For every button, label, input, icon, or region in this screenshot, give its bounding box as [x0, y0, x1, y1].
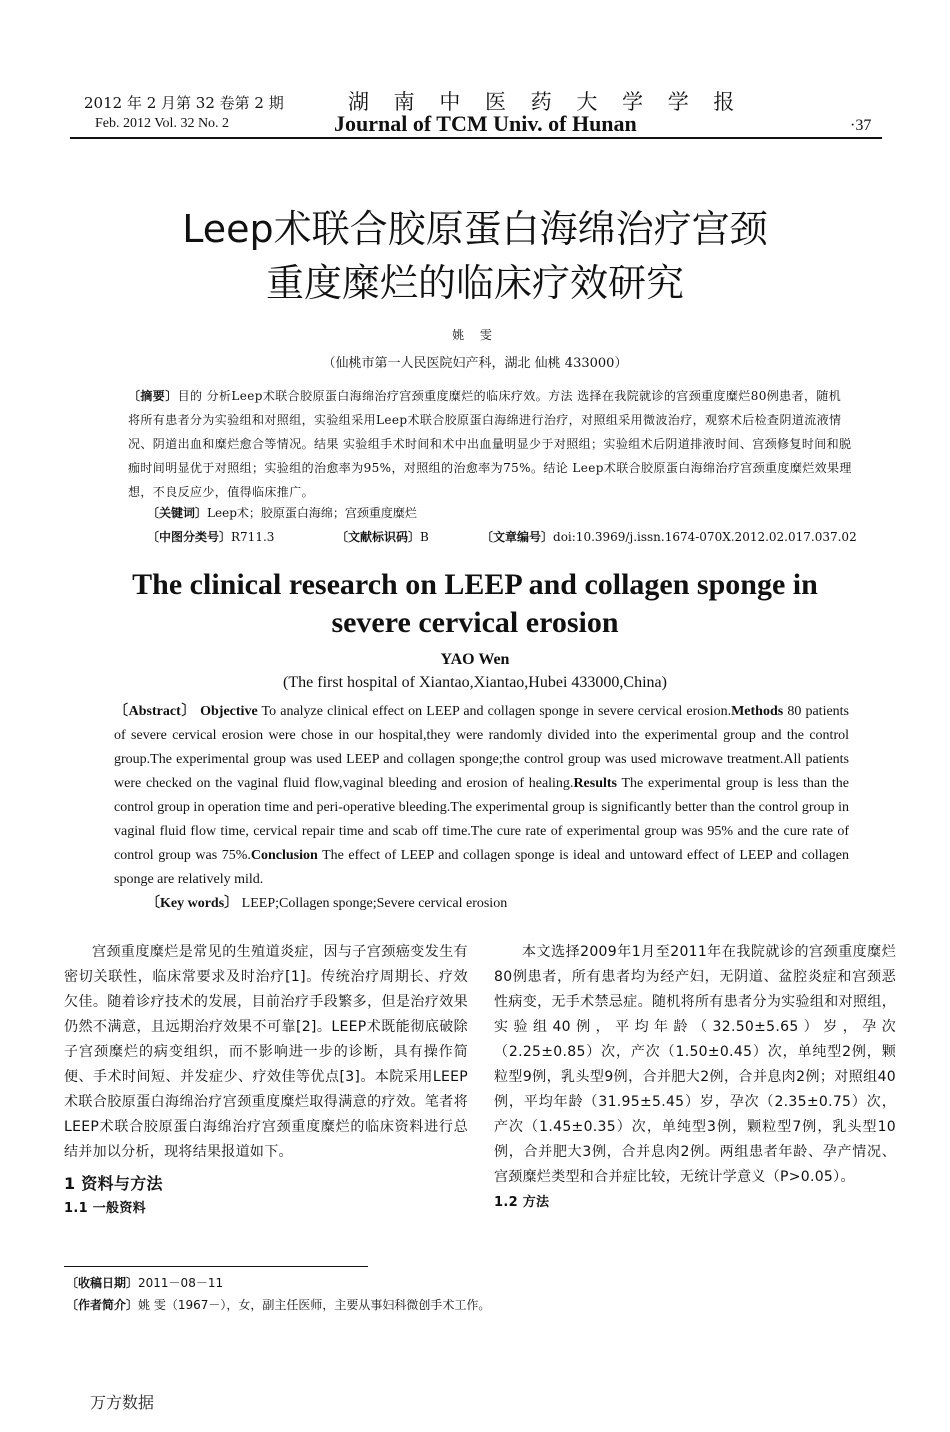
- abstract-en: [114, 700, 849, 892]
- body-right-column: [494, 940, 896, 1215]
- clc-value: R711.3: [231, 530, 275, 544]
- keywords-cn-text: Leep术；胶原蛋白海绵；宫颈重度糜烂: [207, 506, 417, 520]
- keywords-cn: [147, 504, 417, 521]
- abstract-cn-text: 目的 分析Leep术联合胶原蛋白海绵治疗宫颈重度糜烂的临床疗效。方法 选择在我院就诊的宫颈重度糜烂80例患者，随机将所有患者分为实验组和对照组，实验组采用Leep术联合胶原蛋白海绵进行治疗，对照组采用微波治疗，观察术后检查阴道流液情况、阴道出血和糜烂愈合等情况。结果 实验组手术时间和术中出血量明显少于对照组；实验组术后阴道排液时间、宫颈修复时间和脱痂时间明显优于对照组；实验组的治愈率为95%，对照组的治愈率为75%。结论 Leep术联合胶原蛋白海绵治疗宫颈重度糜烂效果理想，不良反应少，值得临床推广。: [128, 389, 852, 499]
- doc-code-label: 〔文献标识码〕: [336, 530, 421, 544]
- conclusion-text: The effect of LEEP and collagen sponge is ideal and untoward effect of LEEP and collagen sponge are relatively mild.: [114, 848, 849, 887]
- page-number: ·37: [850, 117, 872, 134]
- header-divider: [70, 137, 882, 139]
- abstract-cn: [128, 384, 852, 504]
- received-value: 2011－08－11: [138, 1276, 224, 1290]
- journal-name-en: Journal of TCM Univ. of Hunan: [334, 111, 637, 136]
- author-bio: [66, 1296, 490, 1313]
- received-label: 〔收稿日期〕: [66, 1276, 139, 1290]
- document-code: [336, 528, 429, 545]
- bio-label: 〔作者简介〕: [66, 1298, 139, 1312]
- results-text: The experimental group is less than the control group in operation time and peri-operative bleeding.The experimental group is significantly better than the control group in vaginal fluid flow time, cervical repair time and scab off time.The cure rate of experimental group was 95% and the cure rate of control group was 75%.: [114, 776, 849, 863]
- title-cn-line1: Leep术联合胶原蛋白海绵治疗宫颈: [182, 207, 768, 251]
- article-value: doi:10.3969/j.issn.1674-070X.2012.02.017.037.02: [553, 530, 857, 544]
- affiliation-cn: （仙桃市第一人民医院妇产科，湖北 仙桃 433000）: [322, 356, 628, 371]
- objective-text: To analyze clinical effect on LEEP and collagen sponge in severe cervical erosion.: [257, 704, 732, 719]
- title-en-line1: The clinical research on LEEP and collagen sponge in: [132, 568, 818, 601]
- section-heading-1: 1 资料与方法: [64, 1174, 163, 1193]
- footnote-divider: [64, 1266, 368, 1267]
- watermark: 万方数据: [90, 1393, 155, 1412]
- author-en: YAO Wen: [440, 651, 510, 668]
- journal-name-cn: 湖 南 中 医 药 大 学 学 报: [348, 90, 744, 114]
- objective-label: Objective: [200, 704, 258, 719]
- article-number: [481, 528, 857, 545]
- conclusion-label: Conclusion: [250, 848, 318, 863]
- title-en-line2: severe cervical erosion: [331, 606, 619, 639]
- methods-label: Methods: [731, 704, 784, 719]
- affiliation-en: (The first hospital of Xiantao,Xiantao,Hubei 433000,China): [283, 674, 667, 691]
- intro-paragraph: 宫颈重度糜烂是常见的生殖道炎症，因与子宫颈癌变发生有密切关联性，临床常要求及时治疗[1]。传统治疗周期长、疗效欠佳。随着诊疗技术的发展，目前治疗手段繁多，但是治疗效果仍然不满意，且远期治疗效果不可靠[2]。LEEP术既能彻底破除子宫颈糜烂的病变组织，而不影响进一步的诊断，具有操作简便、手术时间短、并发症少、疗效佳等优点[3]。本院采用LEEP术联合胶原蛋白海绵治疗宫颈重度糜烂取得满意的疗效。笔者将LEEP术联合胶原蛋白海绵治疗宫颈重度糜烂的临床资料进行总结并加以分析，现将结果报道如下。: [64, 944, 468, 1160]
- abstract-cn-label: 〔摘要〕: [128, 389, 178, 403]
- issue-info-cn: 2012 年 2 月第 32 卷第 2 期: [84, 94, 284, 112]
- doc-code-value: B: [420, 530, 429, 544]
- keywords-en: [146, 892, 507, 912]
- results-label: Results: [573, 776, 617, 791]
- body-left-column: [64, 940, 468, 1221]
- article-label: 〔文章编号〕: [481, 530, 554, 544]
- clc-label: 〔中图分类号〕: [147, 530, 232, 544]
- subsection-heading-1-1: 1.1 一般资料: [64, 1201, 146, 1216]
- clc-number: [147, 528, 274, 545]
- bio-text: 姚 雯（1967－），女，副主任医师，主要从事妇科微创手术工作。: [138, 1298, 491, 1312]
- keywords-en-label: 〔Key words〕: [146, 896, 239, 911]
- title-cn-line2: 重度糜烂的临床疗效研究: [265, 261, 684, 305]
- author-cn: 姚 雯: [452, 328, 498, 342]
- subsection-heading-1-2: 1.2 方法: [494, 1195, 550, 1210]
- methods-text: 80 patients of severe cervical erosion were chose in our hospital,they were randomly divided into the experimental group and the control group.The experimental group was used LEEP and collagen sponge;the control group was used microwave treatment.All patients were checked on the vaginal fluid flow,vaginal bleeding and erosion of healing.: [114, 704, 850, 791]
- keywords-cn-label: 〔关键词〕: [147, 506, 208, 520]
- keywords-en-text: LEEP;Collagen sponge;Severe cervical erosion: [238, 896, 508, 911]
- received-date: [66, 1274, 223, 1291]
- general-data-paragraph: 本文选择2009年1月至2011年在我院就诊的宫颈重度糜烂80例患者，所有患者均为经产妇，无阴道、盆腔炎症和宫颈恶性病变，无手术禁忌症。随机将所有患者分为实验组和对照组，实验组40例，平均年龄（32.50±5.65）岁，孕次（2.25±0.85）次，产次（1.50±0.45）次，单纯型2例，颗粒型9例，乳头型9例，合并肥大2例，合并息肉2例；对照组40例，平均年龄（31.95±5.45）岁，孕次（2.35±0.75）次，产次（1.45±0.35）次，单纯型3例，颗粒型7例，乳头型10例，合并肥大3例，合并息肉2例。两组患者年龄、孕产情况、宫颈糜烂类型和合并症比较，无统计学意义（P>0.05）。: [494, 944, 896, 1185]
- issue-info-en: Feb. 2012 Vol. 32 No. 2: [95, 116, 230, 131]
- abstract-en-label: 〔Abstract〕: [114, 704, 196, 719]
